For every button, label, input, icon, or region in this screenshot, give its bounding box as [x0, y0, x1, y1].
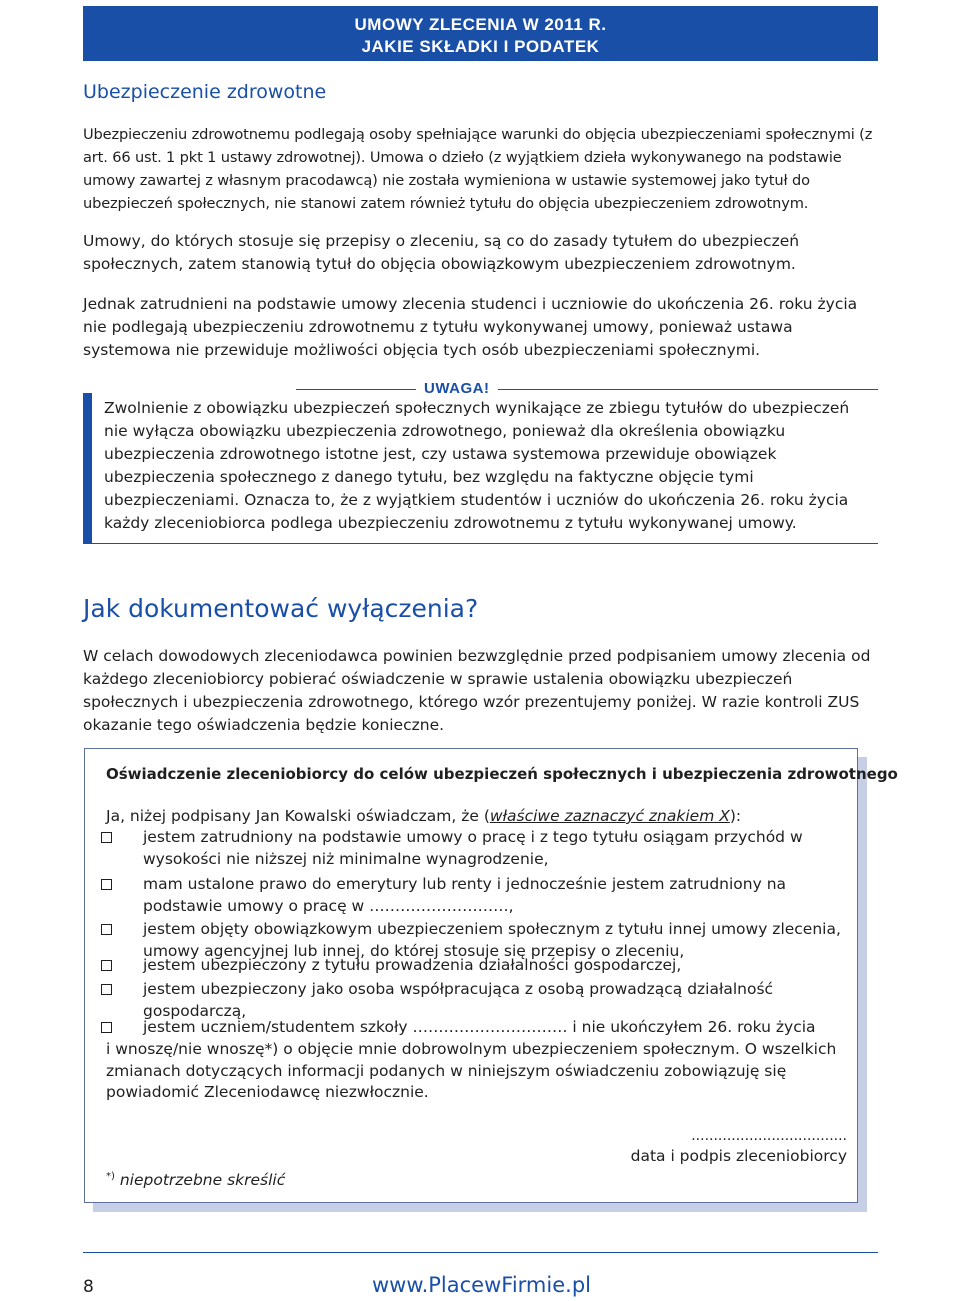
footnote-mark: *): [106, 1171, 115, 1182]
signature-line: ...................................: [691, 1128, 847, 1144]
form-option-label: jestem uczniem/studentem szkoły ………………………… i nie ukończyłem 26. roku życia: [143, 1018, 816, 1036]
form-footnote: [106, 1166, 285, 1191]
form-option-label: jestem ubezpieczony z tytułu prowadzenia działalności gospodarczej,: [143, 956, 682, 974]
signature-label: data i podpis zleceniobiorcy: [630, 1147, 847, 1165]
form-option-label: jestem zatrudniony na podstawie umowy o pracę i z tego tytułu osiągam przychód w wysokości nie niższej niż minimalne wynagrodzenie,: [143, 828, 803, 868]
footer-url[interactable]: www.PlacewFirmie.pl: [372, 1273, 591, 1297]
form-option-label: jestem ubezpieczony jako osoba współpracująca z osobą prowadzącą działalność gospodarczą,: [143, 980, 774, 1020]
notice-top-rule: [296, 389, 878, 390]
form-option-label: jestem objęty obowiązkowym ubezpieczeniem społecznym z tytułu innej umowy zlecenia, umowy agencyjnej lub innej, do której stosuje się przepisy o zleceniu,: [143, 920, 841, 960]
notice-label: UWAGA!: [416, 380, 498, 398]
form-intro-suffix: ):: [729, 807, 742, 825]
header-title-line-1: UMOWY ZLECENIA W 2011 R.: [354, 15, 607, 34]
section-title-documentation: Jak dokumentować wyłączenia?: [83, 594, 479, 623]
footer-rule: [83, 1252, 878, 1253]
footnote-text: niepotrzebne skreślić: [114, 1171, 286, 1190]
form-title: Oświadczenie zleceniobiorcy do celów ubezpieczeń społecznych i ubezpieczenia zdrowotnego: [106, 765, 898, 783]
notice-text: Zwolnienie z obowiązku ubezpieczeń społecznych wynikające ze zbiegu tytułów do ubezpieczeń nie wyłącza obowiązku ubezpieczenia zdrowotnego, ponieważ dla określenia obowiązku ubezpieczenia zdrowotnego istotne jest, czy ustawa systemowa przewiduje obowiązek ubezpieczenia społecznego z danego tytułu, bez względu na faktyczne objęcie tymi ubezpieczeniami. Oznacza to, że z wyjątkiem studentów i uczniów do ukończenia 26. roku życia każdy zleceniobiorca podlega ubezpieczeniu zdrowotnemu z tytułu wykonywanej umowy.: [104, 399, 850, 532]
checkbox-icon[interactable]: [101, 879, 112, 890]
form-intro-instruction: właściwe zaznaczyć znakiem X: [489, 807, 730, 825]
declaration-form: [84, 748, 898, 1203]
page-number: 8: [83, 1277, 94, 1297]
checkbox-icon[interactable]: [101, 832, 112, 843]
paragraph-documentation: W celach dowodowych zleceniodawca powinien bezwzględnie przed podpisaniem umowy zlecenia od każdego zleceniobiorcy pobierać oświadczenie w sprawie ustalenia obowiązku ubezpieczeń społecznych i ubezpieczenia zdrowotnego, którego wzór prezentujemy poniżej. W razie kontroli ZUS okazanie tego oświadczenia będzie konieczne.: [83, 647, 871, 734]
checkbox-icon[interactable]: [101, 960, 112, 971]
notice-bottom-rule: [83, 543, 878, 544]
form-intro-prefix: Ja, niżej podpisany Jan Kowalski oświadczam, że (: [106, 807, 490, 825]
paragraph-health-insurance-3: Jednak zatrudnieni na podstawie umowy zlecenia studenci i uczniowie do ukończenia 26. roku życia nie podlegają ubezpieczeniu zdrowotnemu z tytułu wykonywanej umowy, ponieważ ustawa systemowa nie przewiduje możliwości objęcia tych osób ubezpieczeniami społecznymi.: [83, 295, 858, 359]
checkbox-icon[interactable]: [101, 1022, 112, 1033]
paragraph-health-insurance-1: Ubezpieczeniu zdrowotnemu podlegają osoby spełniające warunki do objęcia ubezpieczeniami społecznymi (z art. 66 ust. 1 pkt 1 ustawy zdrowotnej). Umowa o dzieło (z wyjątkiem dzieła wykonywanego na podstawie umowy zawartej z własnym pracodawcą) nie została wymieniona w ustawie systemowej jako tytuł do ubezpieczeń społecznych, nie stanowi zatem również tytułu do objęcia ubezpieczeniem zdrowotnym.: [83, 126, 873, 212]
checkbox-icon[interactable]: [101, 984, 112, 995]
section-title-health-insurance: Ubezpieczenie zdrowotne: [83, 81, 327, 103]
notice-side-bar: [83, 393, 92, 543]
form-option-label: mam ustalone prawo do emerytury lub renty i jednocześnie jestem zatrudniony na podstawie umowy o pracę w ………………………,: [143, 875, 787, 915]
header-title-line-2: JAKIE SKŁADKI I PODATEK: [361, 37, 600, 56]
paragraph-health-insurance-2: Umowy, do których stosuje się przepisy o zleceniu, są co do zasady tytułem do ubezpieczeń społecznych, zatem stanowią tytuł do objęcia obowiązkowym ubezpieczeniem zdrowotnym.: [83, 232, 800, 273]
form-intro: [106, 805, 741, 827]
checkbox-icon[interactable]: [101, 924, 112, 935]
form-closing-text: i wnoszę/nie wnoszę*) o objęcie mnie dobrowolnym ubezpieczeniem społecznym. O wszelkich zmianach dotyczących informacji podanych w niniejszym oświadczeniu zobowiązuję się powiadomić Zleceniodawcę niezwłocznie.: [106, 1040, 837, 1101]
header-banner: [83, 6, 878, 61]
